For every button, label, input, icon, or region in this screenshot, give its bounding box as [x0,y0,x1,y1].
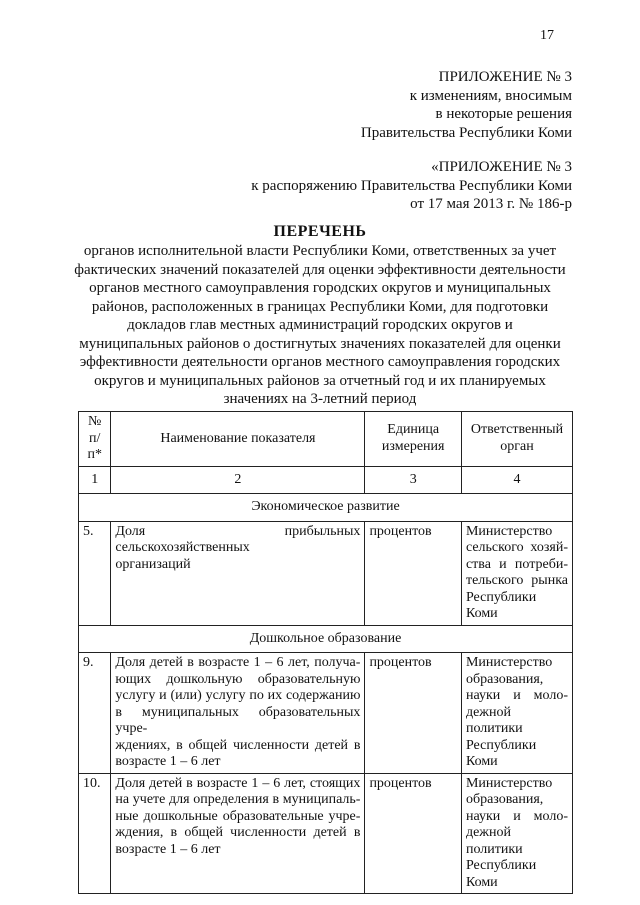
subtitle-line: эффективности деятельности органов местного самоуправления городских [79,354,561,370]
subtitle-line: районов, расположенных в границах Республики Коми, для подготовки [91,298,549,315]
table-row [79,521,573,625]
row-number: 5. [79,521,111,625]
subtitle-line: органов исполнительной власти Республики Коми, ответственных за учет [83,243,557,259]
responsible-org: Министерство образования, науки и моло- дежной политики Республики Коми [461,773,572,894]
header-num: № п/п* [79,412,111,467]
subtitle-line: органов местного самоуправления городских округов и муниципальных [89,280,551,296]
table-header-row [79,412,573,467]
indicator-name: Доля прибыльных сельскохозяйственных организаций [111,521,365,625]
order-block [251,158,572,214]
section-title: Экономическое развитие [79,494,573,522]
row-number: 10. [79,773,111,894]
subtitle-line: докладов глав местных администраций городских округов и [127,317,513,333]
appendix-line: в некоторые решения [435,106,572,122]
subtitle-line: муниципальных районов о достигнутых значениях показателей для оценки [79,335,561,352]
indicators-table [78,411,573,894]
section-title: Дошкольное образование [79,625,573,653]
row-number: 9. [79,653,111,774]
appendix-line: Правительства Республики Коми [360,124,572,141]
responsible-org: Министерство сельского хозяй- ства и потреби- тельского рынка Республики Коми [461,521,572,625]
order-line: «ПРИЛОЖЕНИЕ № 3 [431,159,572,175]
column-number: 2 [111,466,365,494]
document-subtitle [70,242,570,409]
page-number: 17 [540,28,554,43]
subtitle-line: фактических значений показателей для оценки эффективности деятельности [74,261,566,278]
appendix-block [361,68,572,142]
header-org: Ответственный орган [461,412,572,467]
column-number-row [79,466,573,494]
header-unit: Единица измерения [365,412,462,467]
section-row [79,625,573,653]
unit: процентов [365,773,462,894]
document-title: ПЕРЕЧЕНЬ [273,223,367,240]
appendix-line: ПРИЛОЖЕНИЕ № 3 [438,69,572,85]
order-line: от 17 мая 2013 г. № 186-р [410,196,572,212]
section-row [79,494,573,522]
header-name: Наименование показателя [111,412,365,467]
subtitle-line: значениях на 3-летний период [223,391,417,407]
appendix-line: к изменениям, вносимым [409,87,572,104]
unit: процентов [365,521,462,625]
order-line: к распоряжению Правительства Республики Коми [251,177,572,194]
column-number: 3 [365,466,462,494]
column-number: 4 [461,466,572,494]
subtitle-line: округов и муниципальных районов за отчетный год и их планируемых [94,372,546,389]
table-row [79,773,573,894]
responsible-org: Министерство образования, науки и моло- дежной политики Республики Коми [461,653,572,774]
column-number: 1 [79,466,111,494]
indicator-name: Доля детей в возрасте 1 – 6 лет, стоящих на учете для определения в муниципаль- ные дошкольные образовательные учре- ждения, в общей численности детей в возрасте 1 – 6 лет [111,773,365,894]
table-row [79,653,573,774]
unit: процентов [365,653,462,774]
indicator-name: Доля детей в возрасте 1 – 6 лет, получа- ющих дошкольную образовательную услугу и (или) услугу по их содержанию в муниципальных образовательных учре- ждениях, в общей численности детей в возрасте 1 – 6 лет [111,653,365,774]
